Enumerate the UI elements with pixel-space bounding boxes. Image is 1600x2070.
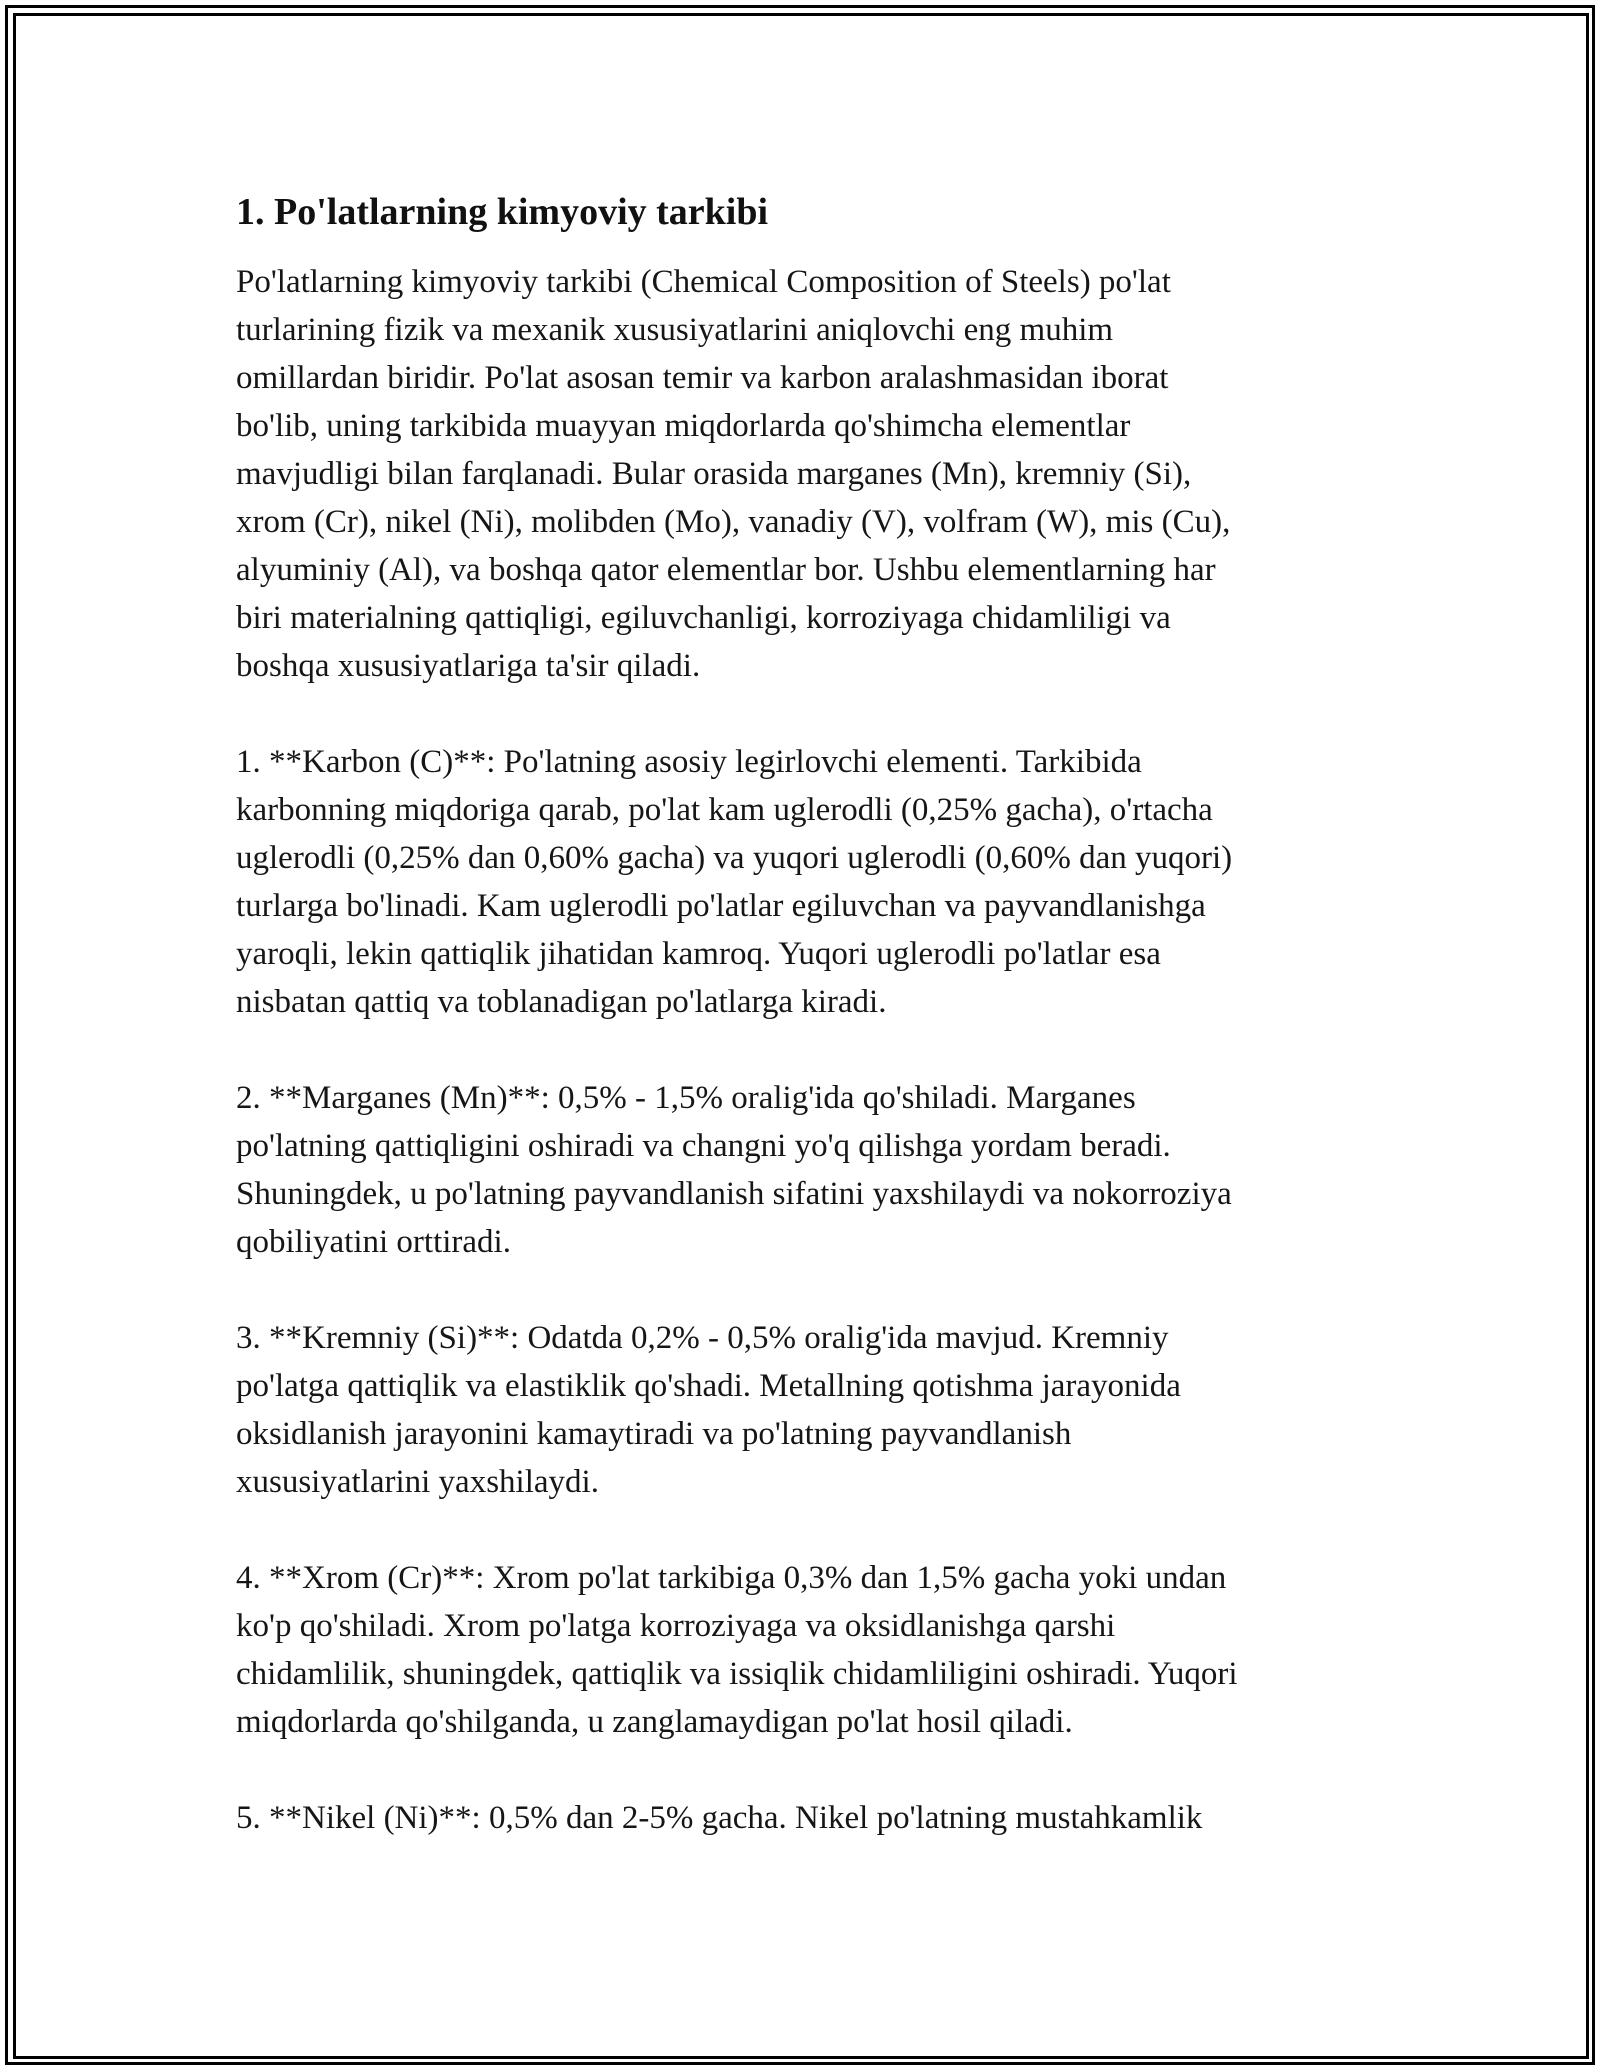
list-item-chromium: 4. **Xrom (Cr)**: Xrom po'lat tarkibiga 0,3% dan 1,5% gacha yoki undan ko'p qo'shiladi. Xrom po'latga korroziyaga va oksidlanishga qarshi chidamlilik, shuningdek, qattiqlik va issiqlik chidamliligini oshiradi. Yuqori miqdorlarda qo'shilganda, u zanglamaydigan po'lat hosil qiladi. [236,1560,1238,1740]
section-heading: 1. Po'latlarning kimyoviy tarkibi [236,191,769,233]
intro-paragraph: Po'latlarning kimyoviy tarkibi (Chemical Composition of Steels) po'lat turlarining fizik va mexanik xususiyatlarini aniqlovchi eng muhim omillardan biridir. Po'lat asosan temir va karbon aralashmasidan iborat bo'lib, uning tarkibida muayyan miqdorlarda qo'shimcha elementlar mavjudligi bilan farqlanadi. Bular orasida marganes (Mn), kremniy (Si), xrom (Cr), nikel (Ni), molibden (Mo), vanadiy (V), volfram (W), mis (Cu), alyuminiy (Al), va boshqa qator elementlar bor. Ushbu elementlarning har biri materialning qattiqligi, egiluvchanligi, korroziyaga chidamliligi va boshqa xususiyatlariga ta'sir qiladi. [236,264,1231,684]
list-item-carbon: 1. **Karbon (C)**: Po'latning asosiy legirlovchi elementi. Tarkibida karbonning miqdoriga qarab, po'lat kam uglerodli (0,25% gacha), o'rtacha uglerodli (0,25% dan 0,60% gacha) va yuqori uglerodli (0,60% dan yuqori) turlarga bo'linadi. Kam uglerodli po'latlar egiluvchan va payvandlanishga yaroqli, lekin qattiqlik jihatidan kamroq. Yuqori uglerodli po'latlar esa nisbatan qattiq va toblanadigan po'latlarga kiradi. [236,744,1233,1020]
list-item-manganese: 2. **Marganes (Mn)**: 0,5% - 1,5% oralig'ida qo'shiladi. Marganes po'latning qattiqligini oshiradi va changni yo'q qilishga yordam beradi. Shuningdek, u po'latning payvandlanish sifatini yaxshilaydi va nokorroziya qobiliyatini orttiradi. [236,1080,1232,1260]
document-body [236,186,1366,1842]
list-item-silicon: 3. **Kremniy (Si)**: Odatda 0,2% - 0,5% oralig'ida mavjud. Kremniy po'latga qattiqlik va elastiklik qo'shadi. Metallning qotishma jarayonida oksidlanish jarayonini kamaytiradi va po'latning payvandlanish xususiyatlarini yaxshilaydi. [236,1320,1181,1500]
list-item-nickel: 5. **Nikel (Ni)**: 0,5% dan 2-5% gacha. Nikel po'latning mustahkamlik [236,1800,1203,1836]
